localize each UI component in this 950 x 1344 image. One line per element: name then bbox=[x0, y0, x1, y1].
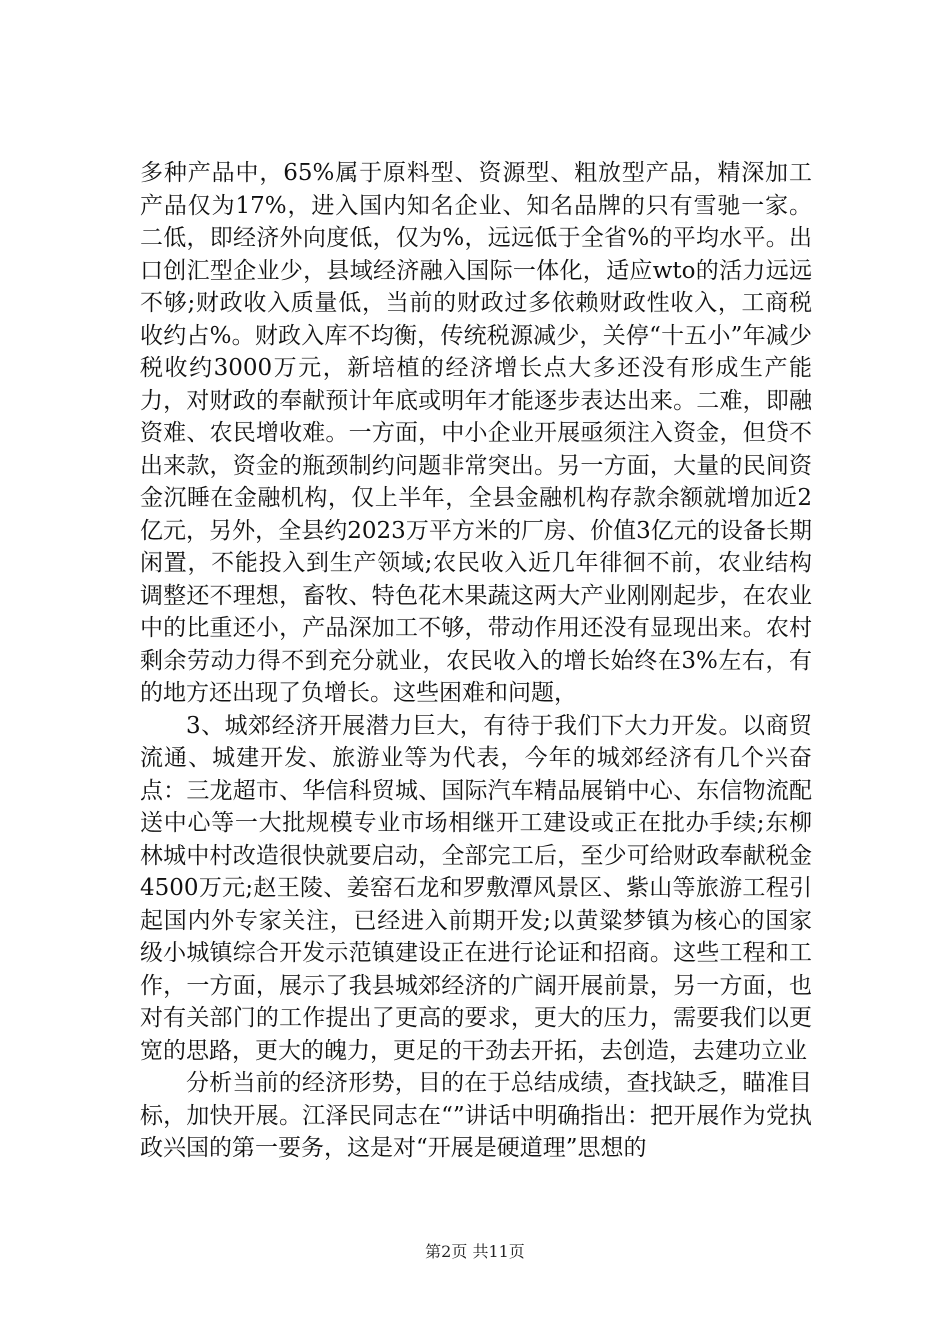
document-body bbox=[140, 157, 812, 1165]
paragraph-3: 分析当前的经济形势，目的在于总结成绩，查找缺乏，瞄准目标，加快开展。江泽民同志在“”讲话中明确指出：把开展作为党执政兴国的第一要务，这是对“开展是硬道理”思想的 bbox=[140, 1070, 812, 1161]
page-number-footer: 第2页 共11页 bbox=[425, 1242, 525, 1261]
paragraph-1: 多种产品中，65%属于原料型、资源型、粗放型产品，精深加工产品仅为17%，进入国内知名企业、知名品牌的只有雪驰一家。二低，即经济外向度低，仅为%，远远低于全省%的平均水平。出口创汇型企业少，县域经济融入国际一体化，适应wto的活力远远不够;财政收入质量低，当前的财政过多依赖财政性收入，工商税收约占%。财政入库不均衡，传统税源减少，关停“十五小”年减少税收约3000万元，新培植的经济增长点大多还没有形成生产能力，对财政的奉献预计年底或明年才能逐步表达出来。二难，即融资难、农民增收难。一方面，中小企业开展亟须注入资金，但贷不出来款，资金的瓶颈制约问题非常突出。另一方面，大量的民间资金沉睡在金融机构，仅上半年，全县金融机构存款余额就增加近2亿元，另外，全县约2023万平方米的厂房、价值3亿元的设备长期闲置，不能投入到生产领域;农民收入近几年徘徊不前，农业结构调整还不理想，畜牧、特色花木果蔬这两大产业刚刚起步，在农业中的比重还小，产品深加工不够，带动作用还没有显现出来。农村剩余劳动力得不到充分就业，农民收入的增长始终在3%左右，有的地方还出现了负增长。这些困难和问题， bbox=[140, 160, 812, 706]
paragraph-2: 3、城郊经济开展潜力巨大，有待于我们下大力开发。以商贸流通、城建开发、旅游业等为代表，今年的城郊经济有几个兴奋点：三龙超市、华信科贸城、国际汽车精品展销中心、东信物流配送中心等一大批规模专业市场相继开工建设或正在批办手续;东柳林城中村改造很快就要启动，全部完工后，至少可给财政奉献税金4500万元;赵王陵、姜窑石龙和罗敷潭风景区、紫山等旅游工程引起国内外专家关注，已经进入前期开发;以黄粱梦镇为核心的国家级小城镇综合开发示范镇建设正在进行论证和招商。这些工程和工作，一方面，展示了我县城郊经济的广阔开展前景，另一方面，也对有关部门的工作提出了更高的要求，更大的压力，需要我们以更宽的思路，更大的魄力，更足的干劲去开拓，去创造，去建功立业 bbox=[140, 712, 812, 1064]
